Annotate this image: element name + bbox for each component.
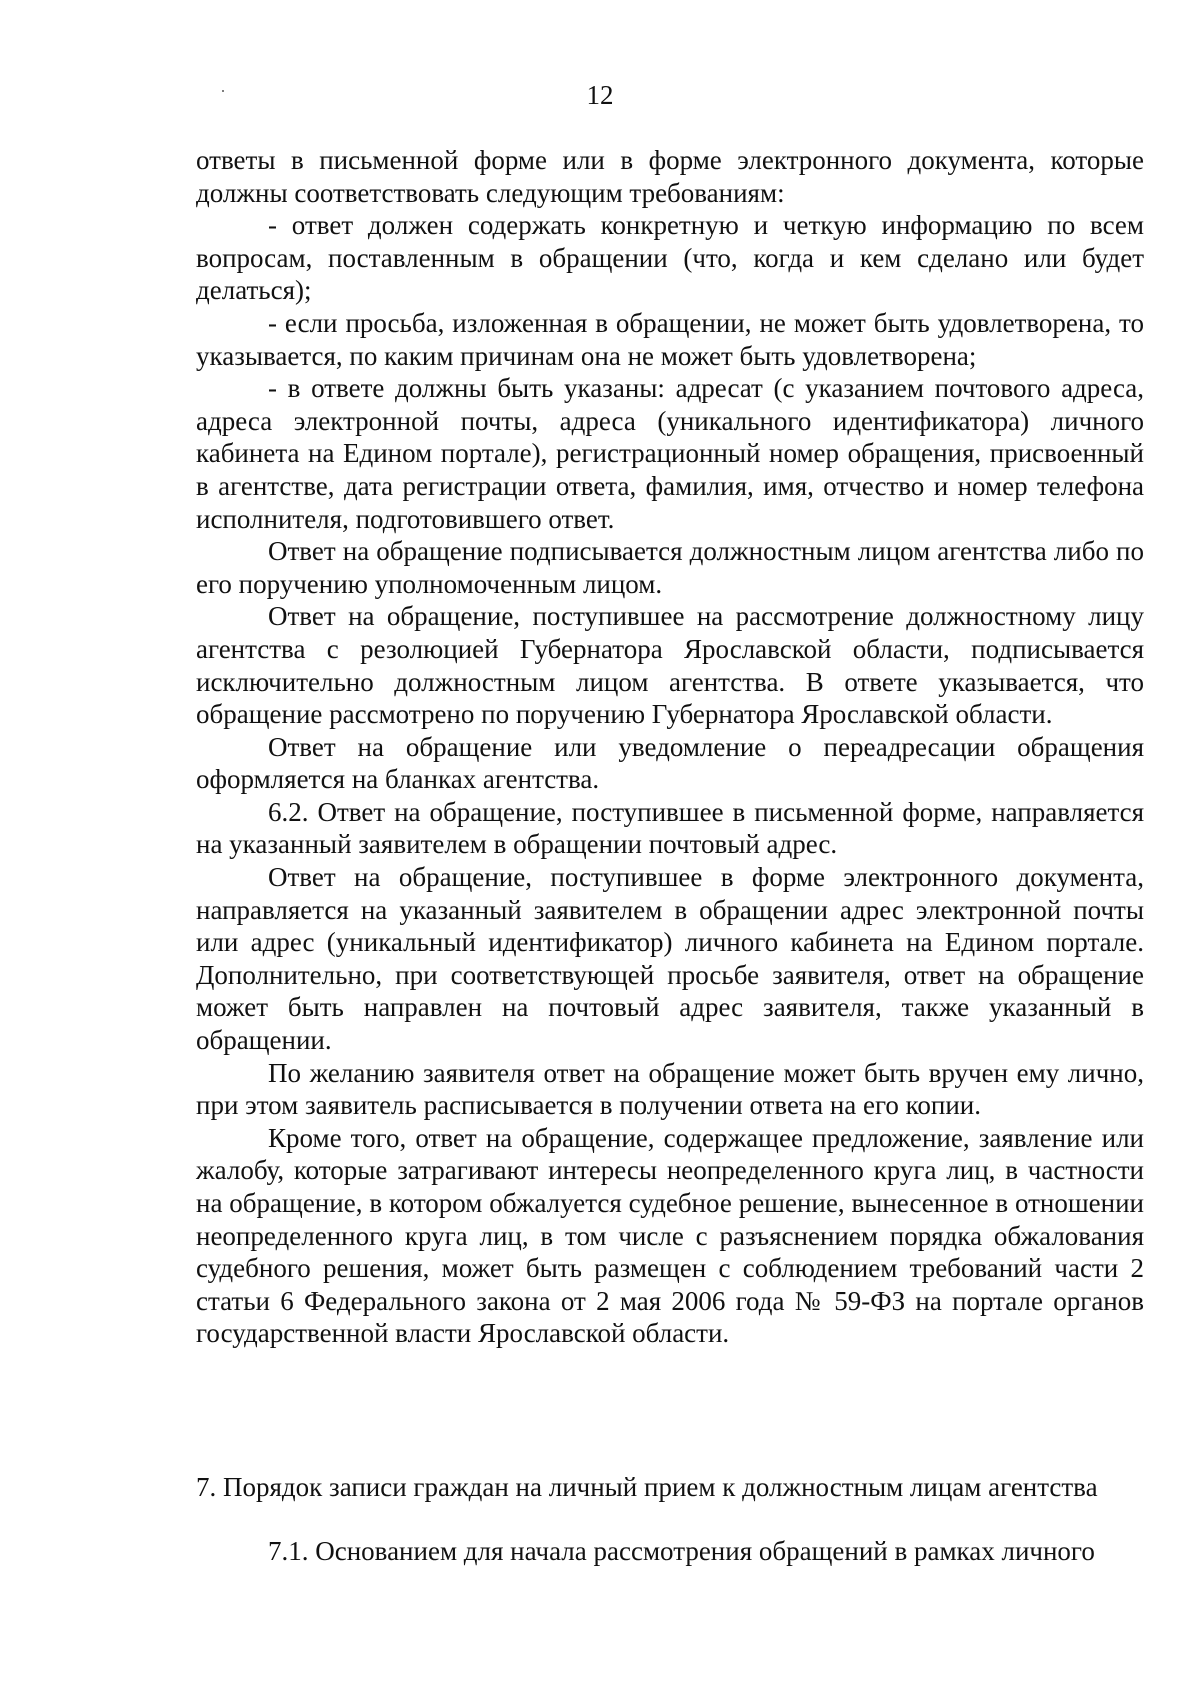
- body-text: [196, 144, 1144, 1350]
- paragraph: Кроме того, ответ на обращение, содержащее предложение, заявление или жалобу, которые затрагивают интересы неопределенного круга лиц, в частности на обращение, в котором обжалуется судебное решение, вынесенное в отношении неопределенного круга лиц, в том числе с разъяснением порядка обжалования судебного решения, может быть размещен с соблюдением требований части 2 статьи 6 Федерального закона от 2 мая 2006 года № 59-ФЗ на портале органов государственной власти Ярославской области.: [196, 1122, 1144, 1349]
- paragraph: Ответ на обращение подписывается должностным лицом агентства либо по его поручению уполномоченным лицом.: [196, 536, 1144, 599]
- subsection-paragraph: 7.1. Основанием для начала рассмотрения обращений в рамках личного: [268, 1536, 1095, 1566]
- paragraph: ответы в письменной форме или в форме электронного документа, которые должны соответствовать следующим требованиям:: [196, 145, 1144, 208]
- paragraph: Ответ на обращение, поступившее в форме электронного документа, направляется на указанный заявителем в обращении адрес электронной почты или адрес (уникальный идентификатор) личного кабинета на Едином портале. Дополнительно, при соответствующей просьбе заявителя, ответ на обращение может быть направлен на почтовый адрес заявителя, также указанный в обращении.: [196, 862, 1144, 1056]
- paragraph: Ответ на обращение или уведомление о переадресации обращения оформляется на бланках агентства.: [196, 731, 1144, 795]
- paragraph: По желанию заявителя ответ на обращение может быть вручен ему лично, при этом заявитель расписывается в получении ответа на его копии.: [196, 1057, 1144, 1121]
- paragraph: - если просьба, изложенная в обращении, не может быть удовлетворена, то указывается, по каким причинам она не может быть удовлетворена;: [196, 307, 1144, 371]
- paragraph: Ответ на обращение, поступившее на рассмотрение должностному лицу агентства с резолюцией Губернатора Ярославской области, подписывается исключительно должностным лицом агентства. В ответе указывается, что обращение рассмотрено по поручению Губернатора Ярославской области.: [196, 601, 1144, 730]
- paragraph: - ответ должен содержать конкретную и четкую информацию по всем вопросам, поставленным в обращении (что, когда и кем сделано или будет делаться);: [196, 210, 1144, 306]
- section-heading: 7. Порядок записи граждан на личный прием к должностным лицам агентства: [196, 1472, 1098, 1502]
- paragraph: 6.2. Ответ на обращение, поступившее в письменной форме, направляется на указанный заявителем в обращении почтовый адрес.: [196, 796, 1144, 860]
- page-number: 12: [586, 80, 614, 110]
- paragraph: - в ответе должны быть указаны: адресат (с указанием почтового адреса, адреса электронной почты, адреса (уникального идентификатора) личного кабинета на Едином портале), регистрационный номер обращения, присвоенный в агентстве, дата регистрации ответа, фамилия, имя, отчество и номер телефона исполнителя, подготовившего ответ.: [196, 373, 1144, 534]
